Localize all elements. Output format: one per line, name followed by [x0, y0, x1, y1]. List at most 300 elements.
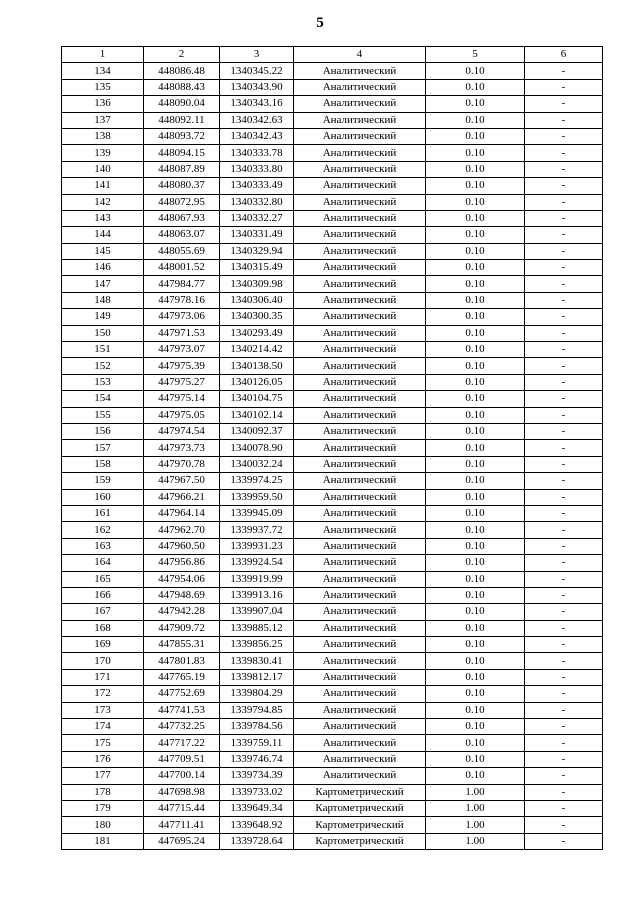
note-cell: -: [525, 571, 603, 587]
method-cell: Аналитический: [294, 637, 426, 653]
x-coordinate-cell: 447801.83: [144, 653, 220, 669]
accuracy-cell: 0.10: [426, 79, 525, 95]
method-cell: Аналитический: [294, 63, 426, 79]
y-coordinate-cell: 1339759.11: [220, 735, 294, 751]
accuracy-cell: 0.10: [426, 145, 525, 161]
table-row: [62, 440, 603, 456]
accuracy-cell: 1.00: [426, 784, 525, 800]
method-cell: Аналитический: [294, 538, 426, 554]
table-row: [62, 620, 603, 636]
page-number: 5: [316, 15, 324, 31]
note-cell: -: [525, 178, 603, 194]
x-coordinate-cell: 448055.69: [144, 243, 220, 259]
accuracy-cell: 0.10: [426, 702, 525, 718]
note-cell: -: [525, 555, 603, 571]
method-cell: Аналитический: [294, 407, 426, 423]
note-cell: -: [525, 309, 603, 325]
method-cell: Аналитический: [294, 751, 426, 767]
point-number-cell: 149: [62, 309, 144, 325]
table-row: [62, 735, 603, 751]
point-number-cell: 135: [62, 79, 144, 95]
y-coordinate-cell: 1339885.12: [220, 620, 294, 636]
note-cell: -: [525, 325, 603, 341]
column-header: 2: [144, 47, 220, 63]
table-row: [62, 456, 603, 472]
y-coordinate-cell: 1339784.56: [220, 719, 294, 735]
y-coordinate-cell: 1339959.50: [220, 489, 294, 505]
note-cell: -: [525, 735, 603, 751]
point-number-cell: 145: [62, 243, 144, 259]
accuracy-cell: 0.10: [426, 391, 525, 407]
point-number-cell: 172: [62, 686, 144, 702]
table-row: [62, 325, 603, 341]
note-cell: -: [525, 751, 603, 767]
x-coordinate-cell: 447855.31: [144, 637, 220, 653]
method-cell: Аналитический: [294, 702, 426, 718]
note-cell: -: [525, 456, 603, 472]
table-row: [62, 145, 603, 161]
method-cell: Аналитический: [294, 669, 426, 685]
y-coordinate-cell: 1339794.85: [220, 702, 294, 718]
accuracy-cell: 0.10: [426, 227, 525, 243]
x-coordinate-cell: 447960.50: [144, 538, 220, 554]
point-number-cell: 136: [62, 96, 144, 112]
accuracy-cell: 0.10: [426, 686, 525, 702]
note-cell: -: [525, 702, 603, 718]
point-number-cell: 181: [62, 833, 144, 849]
point-number-cell: 158: [62, 456, 144, 472]
x-coordinate-cell: 448063.07: [144, 227, 220, 243]
x-coordinate-cell: 448001.52: [144, 260, 220, 276]
table-row: [62, 669, 603, 685]
note-cell: -: [525, 538, 603, 554]
note-cell: -: [525, 440, 603, 456]
point-number-cell: 134: [62, 63, 144, 79]
y-coordinate-cell: 1340332.80: [220, 194, 294, 210]
method-cell: Аналитический: [294, 358, 426, 374]
x-coordinate-cell: 448094.15: [144, 145, 220, 161]
x-coordinate-cell: 447700.14: [144, 768, 220, 784]
point-number-cell: 164: [62, 555, 144, 571]
table-row: [62, 128, 603, 144]
y-coordinate-cell: 1339830.41: [220, 653, 294, 669]
y-coordinate-cell: 1340126.05: [220, 374, 294, 390]
y-coordinate-cell: 1340102.14: [220, 407, 294, 423]
accuracy-cell: 0.10: [426, 571, 525, 587]
note-cell: -: [525, 96, 603, 112]
y-coordinate-cell: 1339931.23: [220, 538, 294, 554]
y-coordinate-cell: 1340138.50: [220, 358, 294, 374]
x-coordinate-cell: 447984.77: [144, 276, 220, 292]
y-coordinate-cell: 1340332.27: [220, 210, 294, 226]
accuracy-cell: 0.10: [426, 178, 525, 194]
method-cell: Аналитический: [294, 473, 426, 489]
table-row: [62, 227, 603, 243]
x-coordinate-cell: 447971.53: [144, 325, 220, 341]
note-cell: -: [525, 243, 603, 259]
table-row: [62, 194, 603, 210]
point-number-cell: 162: [62, 522, 144, 538]
accuracy-cell: 0.10: [426, 440, 525, 456]
table-row: [62, 63, 603, 79]
y-coordinate-cell: 1339924.54: [220, 555, 294, 571]
method-cell: Аналитический: [294, 489, 426, 505]
point-number-cell: 150: [62, 325, 144, 341]
note-cell: -: [525, 227, 603, 243]
method-cell: Аналитический: [294, 161, 426, 177]
method-cell: Аналитический: [294, 210, 426, 226]
x-coordinate-cell: 447966.21: [144, 489, 220, 505]
y-coordinate-cell: 1340342.43: [220, 128, 294, 144]
y-coordinate-cell: 1339937.72: [220, 522, 294, 538]
point-number-cell: 169: [62, 637, 144, 653]
accuracy-cell: 0.10: [426, 292, 525, 308]
note-cell: -: [525, 505, 603, 521]
x-coordinate-cell: 447732.25: [144, 719, 220, 735]
table-row: [62, 702, 603, 718]
x-coordinate-cell: 447717.22: [144, 735, 220, 751]
accuracy-cell: 0.10: [426, 522, 525, 538]
y-coordinate-cell: 1339648.92: [220, 817, 294, 833]
x-coordinate-cell: 447909.72: [144, 620, 220, 636]
table-row: [62, 178, 603, 194]
table-row: [62, 112, 603, 128]
point-number-cell: 178: [62, 784, 144, 800]
x-coordinate-cell: 448086.48: [144, 63, 220, 79]
y-coordinate-cell: 1339974.25: [220, 473, 294, 489]
method-cell: Картометрический: [294, 800, 426, 816]
point-number-cell: 147: [62, 276, 144, 292]
note-cell: -: [525, 653, 603, 669]
y-coordinate-cell: 1339945.09: [220, 505, 294, 521]
table-row: [62, 358, 603, 374]
table-row: [62, 79, 603, 95]
accuracy-cell: 0.10: [426, 194, 525, 210]
table-row: [62, 161, 603, 177]
method-cell: Аналитический: [294, 440, 426, 456]
column-header: 1: [62, 47, 144, 63]
method-cell: Аналитический: [294, 735, 426, 751]
accuracy-cell: 0.10: [426, 358, 525, 374]
accuracy-cell: 0.10: [426, 669, 525, 685]
table-row: [62, 571, 603, 587]
method-cell: Картометрический: [294, 817, 426, 833]
table-row: [62, 686, 603, 702]
y-coordinate-cell: 1339733.02: [220, 784, 294, 800]
table-row: [62, 260, 603, 276]
table-row: [62, 473, 603, 489]
accuracy-cell: 0.10: [426, 719, 525, 735]
y-coordinate-cell: 1340293.49: [220, 325, 294, 341]
accuracy-cell: 0.10: [426, 210, 525, 226]
x-coordinate-cell: 447942.28: [144, 604, 220, 620]
column-header: 6: [525, 47, 603, 63]
table-row: [62, 374, 603, 390]
x-coordinate-cell: 447973.06: [144, 309, 220, 325]
point-number-cell: 151: [62, 342, 144, 358]
x-coordinate-cell: 447975.05: [144, 407, 220, 423]
x-coordinate-cell: 447948.69: [144, 587, 220, 603]
y-coordinate-cell: 1340343.16: [220, 96, 294, 112]
y-coordinate-cell: 1340315.49: [220, 260, 294, 276]
x-coordinate-cell: 448080.37: [144, 178, 220, 194]
note-cell: -: [525, 833, 603, 849]
point-number-cell: 141: [62, 178, 144, 194]
y-coordinate-cell: 1339734.39: [220, 768, 294, 784]
table-row: [62, 817, 603, 833]
y-coordinate-cell: 1340333.80: [220, 161, 294, 177]
x-coordinate-cell: 447964.14: [144, 505, 220, 521]
note-cell: -: [525, 604, 603, 620]
table-row: [62, 391, 603, 407]
point-number-cell: 144: [62, 227, 144, 243]
y-coordinate-cell: 1340092.37: [220, 423, 294, 439]
point-number-cell: 137: [62, 112, 144, 128]
accuracy-cell: 0.10: [426, 309, 525, 325]
note-cell: -: [525, 161, 603, 177]
method-cell: Аналитический: [294, 128, 426, 144]
method-cell: Аналитический: [294, 719, 426, 735]
x-coordinate-cell: 447752.69: [144, 686, 220, 702]
accuracy-cell: 0.10: [426, 505, 525, 521]
y-coordinate-cell: 1340329.94: [220, 243, 294, 259]
coordinates-table: [61, 46, 603, 850]
x-coordinate-cell: 447715.44: [144, 800, 220, 816]
y-coordinate-cell: 1339907.04: [220, 604, 294, 620]
table-row: [62, 243, 603, 259]
y-coordinate-cell: 1340104.75: [220, 391, 294, 407]
table-row: [62, 538, 603, 554]
note-cell: -: [525, 128, 603, 144]
point-number-cell: 157: [62, 440, 144, 456]
x-coordinate-cell: 447970.78: [144, 456, 220, 472]
accuracy-cell: 0.10: [426, 423, 525, 439]
method-cell: Аналитический: [294, 374, 426, 390]
table-row: [62, 719, 603, 735]
accuracy-cell: 0.10: [426, 587, 525, 603]
table-row: [62, 833, 603, 849]
method-cell: Аналитический: [294, 342, 426, 358]
x-coordinate-cell: 447709.51: [144, 751, 220, 767]
x-coordinate-cell: 448067.93: [144, 210, 220, 226]
method-cell: Аналитический: [294, 325, 426, 341]
accuracy-cell: 0.10: [426, 374, 525, 390]
y-coordinate-cell: 1340032.24: [220, 456, 294, 472]
method-cell: Аналитический: [294, 145, 426, 161]
point-number-cell: 168: [62, 620, 144, 636]
note-cell: -: [525, 112, 603, 128]
accuracy-cell: 0.10: [426, 456, 525, 472]
note-cell: -: [525, 800, 603, 816]
method-cell: Аналитический: [294, 620, 426, 636]
x-coordinate-cell: 448072.95: [144, 194, 220, 210]
table-row: [62, 210, 603, 226]
accuracy-cell: 0.10: [426, 63, 525, 79]
x-coordinate-cell: 448087.89: [144, 161, 220, 177]
note-cell: -: [525, 342, 603, 358]
note-cell: -: [525, 587, 603, 603]
x-coordinate-cell: 447962.70: [144, 522, 220, 538]
point-number-cell: 166: [62, 587, 144, 603]
accuracy-cell: 0.10: [426, 243, 525, 259]
method-cell: Аналитический: [294, 604, 426, 620]
point-number-cell: 170: [62, 653, 144, 669]
accuracy-cell: 0.10: [426, 128, 525, 144]
point-number-cell: 139: [62, 145, 144, 161]
note-cell: -: [525, 276, 603, 292]
column-header: 4: [294, 47, 426, 63]
method-cell: Аналитический: [294, 768, 426, 784]
accuracy-cell: 0.10: [426, 161, 525, 177]
accuracy-cell: 0.10: [426, 604, 525, 620]
point-number-cell: 138: [62, 128, 144, 144]
y-coordinate-cell: 1340345.22: [220, 63, 294, 79]
note-cell: -: [525, 391, 603, 407]
table-row: [62, 784, 603, 800]
point-number-cell: 163: [62, 538, 144, 554]
method-cell: Аналитический: [294, 571, 426, 587]
table-row: [62, 423, 603, 439]
point-number-cell: 160: [62, 489, 144, 505]
method-cell: Аналитический: [294, 587, 426, 603]
note-cell: -: [525, 423, 603, 439]
x-coordinate-cell: 447973.73: [144, 440, 220, 456]
x-coordinate-cell: 447695.24: [144, 833, 220, 849]
table-body: [62, 63, 603, 850]
table-header: [62, 47, 603, 63]
method-cell: Аналитический: [294, 178, 426, 194]
column-header: 5: [426, 47, 525, 63]
y-coordinate-cell: 1340342.63: [220, 112, 294, 128]
y-coordinate-cell: 1340300.35: [220, 309, 294, 325]
table-row: [62, 751, 603, 767]
method-cell: Аналитический: [294, 260, 426, 276]
x-coordinate-cell: 448090.04: [144, 96, 220, 112]
x-coordinate-cell: 447975.39: [144, 358, 220, 374]
method-cell: Аналитический: [294, 96, 426, 112]
x-coordinate-cell: 448093.72: [144, 128, 220, 144]
point-number-cell: 171: [62, 669, 144, 685]
accuracy-cell: 0.10: [426, 555, 525, 571]
accuracy-cell: 0.10: [426, 342, 525, 358]
table-row: [62, 522, 603, 538]
table-row: [62, 505, 603, 521]
y-coordinate-cell: 1339804.29: [220, 686, 294, 702]
point-number-cell: 152: [62, 358, 144, 374]
method-cell: Аналитический: [294, 243, 426, 259]
point-number-cell: 156: [62, 423, 144, 439]
note-cell: -: [525, 210, 603, 226]
note-cell: -: [525, 374, 603, 390]
point-number-cell: 180: [62, 817, 144, 833]
method-cell: Аналитический: [294, 456, 426, 472]
x-coordinate-cell: 447956.86: [144, 555, 220, 571]
note-cell: -: [525, 669, 603, 685]
y-coordinate-cell: 1340214.42: [220, 342, 294, 358]
accuracy-cell: 0.10: [426, 653, 525, 669]
y-coordinate-cell: 1339746.74: [220, 751, 294, 767]
y-coordinate-cell: 1339919.99: [220, 571, 294, 587]
point-number-cell: 148: [62, 292, 144, 308]
table-row: [62, 653, 603, 669]
accuracy-cell: 0.10: [426, 325, 525, 341]
table-row: [62, 407, 603, 423]
accuracy-cell: 0.10: [426, 538, 525, 554]
x-coordinate-cell: 447975.14: [144, 391, 220, 407]
point-number-cell: 175: [62, 735, 144, 751]
point-number-cell: 159: [62, 473, 144, 489]
accuracy-cell: 1.00: [426, 817, 525, 833]
point-number-cell: 179: [62, 800, 144, 816]
method-cell: Аналитический: [294, 194, 426, 210]
y-coordinate-cell: 1340306.40: [220, 292, 294, 308]
method-cell: Аналитический: [294, 79, 426, 95]
accuracy-cell: 0.10: [426, 96, 525, 112]
accuracy-cell: 1.00: [426, 833, 525, 849]
accuracy-cell: 0.10: [426, 473, 525, 489]
method-cell: Аналитический: [294, 686, 426, 702]
point-number-cell: 143: [62, 210, 144, 226]
point-number-cell: 161: [62, 505, 144, 521]
note-cell: -: [525, 358, 603, 374]
y-coordinate-cell: 1340343.90: [220, 79, 294, 95]
note-cell: -: [525, 473, 603, 489]
note-cell: -: [525, 63, 603, 79]
accuracy-cell: 0.10: [426, 735, 525, 751]
accuracy-cell: 0.10: [426, 112, 525, 128]
y-coordinate-cell: 1340331.49: [220, 227, 294, 243]
point-number-cell: 142: [62, 194, 144, 210]
table-row: [62, 489, 603, 505]
table-row: [62, 587, 603, 603]
x-coordinate-cell: 447711.41: [144, 817, 220, 833]
note-cell: -: [525, 260, 603, 276]
x-coordinate-cell: 447765.19: [144, 669, 220, 685]
point-number-cell: 146: [62, 260, 144, 276]
method-cell: Аналитический: [294, 423, 426, 439]
note-cell: -: [525, 719, 603, 735]
note-cell: -: [525, 522, 603, 538]
table-row: [62, 96, 603, 112]
method-cell: Аналитический: [294, 309, 426, 325]
accuracy-cell: 0.10: [426, 620, 525, 636]
x-coordinate-cell: 447967.50: [144, 473, 220, 489]
accuracy-cell: 0.10: [426, 407, 525, 423]
point-number-cell: 167: [62, 604, 144, 620]
accuracy-cell: 0.10: [426, 751, 525, 767]
note-cell: -: [525, 79, 603, 95]
y-coordinate-cell: 1339913.16: [220, 587, 294, 603]
note-cell: -: [525, 784, 603, 800]
note-cell: -: [525, 292, 603, 308]
y-coordinate-cell: 1340309.98: [220, 276, 294, 292]
y-coordinate-cell: 1340333.49: [220, 178, 294, 194]
point-number-cell: 153: [62, 374, 144, 390]
point-number-cell: 176: [62, 751, 144, 767]
y-coordinate-cell: 1339812.17: [220, 669, 294, 685]
accuracy-cell: 1.00: [426, 800, 525, 816]
method-cell: Аналитический: [294, 276, 426, 292]
method-cell: Картометрический: [294, 833, 426, 849]
y-coordinate-cell: 1340333.78: [220, 145, 294, 161]
point-number-cell: 140: [62, 161, 144, 177]
note-cell: -: [525, 637, 603, 653]
method-cell: Аналитический: [294, 227, 426, 243]
x-coordinate-cell: 447974.54: [144, 423, 220, 439]
table-row: [62, 276, 603, 292]
point-number-cell: 173: [62, 702, 144, 718]
method-cell: Аналитический: [294, 391, 426, 407]
